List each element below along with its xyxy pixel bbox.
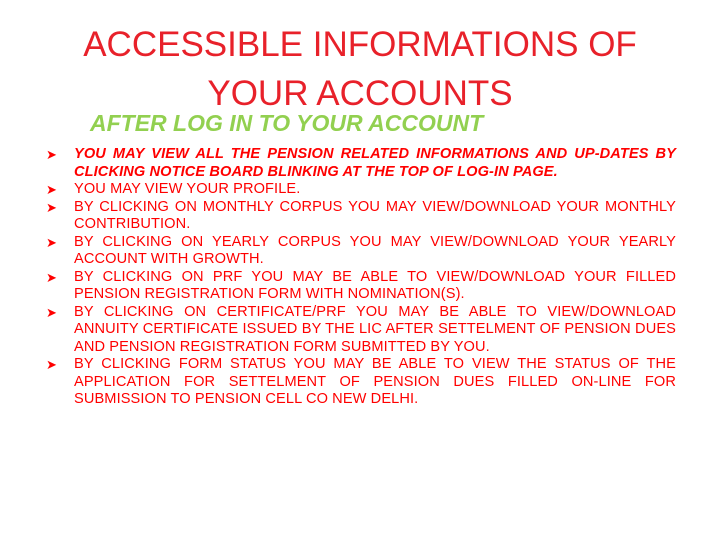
- bullet-item: [46, 199, 676, 234]
- bullet-item: [46, 181, 676, 199]
- bullet-text: YOU MAY VIEW ALL THE PENSION RELATED INFORMATIONS AND UP-DATES BY CLICKING NOTICE BOARD BLINKING AT THE TOP OF LOG-IN PAGE.: [74, 146, 676, 180]
- slide-subtitle: AFTER LOG IN TO YOUR ACCOUNT: [90, 110, 484, 136]
- bullet-text: BY CLICKING ON YEARLY CORPUS YOU MAY VIEW/DOWNLOAD YOUR YEARLY ACCOUNT WITH GROWTH.: [74, 233, 676, 267]
- bullet-item: [46, 269, 676, 304]
- slide-title: ACCESSIBLE INFORMATIONS OF YOUR ACCOUNTS: [83, 25, 637, 113]
- bullet-item: [46, 356, 676, 409]
- bullet-list: [46, 146, 676, 409]
- arrow-bullet-icon: ➤: [46, 147, 57, 162]
- bullet-text: BY CLICKING ON PRF YOU MAY BE ABLE TO VIEW/DOWNLOAD YOUR FILLED PENSION REGISTRATION FORM WITH NOMINATION(S).: [74, 268, 676, 302]
- bullet-text: BY CLICKING ON MONTHLY CORPUS YOU MAY VIEW/DOWNLOAD YOUR MONTHLY CONTRIBUTION.: [74, 198, 676, 232]
- bullet-item: [46, 304, 676, 357]
- arrow-bullet-icon: ➤: [46, 199, 57, 215]
- arrow-bullet-icon: ➤: [46, 304, 57, 320]
- arrow-bullet-icon: ➤: [46, 182, 57, 197]
- bullet-text: BY CLICKING FORM STATUS YOU MAY BE ABLE TO VIEW THE STATUS OF THE APPLICATION FOR SETTELMENT OF PENSION DUES FILLED ON-LINE FOR SUBMISSION TO PENSION CELL CO NEW DELHI.: [74, 356, 676, 407]
- arrow-bullet-icon: ➤: [46, 234, 57, 250]
- bullet-item: [46, 146, 676, 181]
- bullet-text: YOU MAY VIEW YOUR PROFILE.: [74, 181, 301, 197]
- arrow-bullet-icon: ➤: [46, 269, 57, 285]
- bullet-item: [46, 234, 676, 269]
- bullet-text: BY CLICKING ON CERTIFICATE/PRF YOU MAY BE ABLE TO VIEW/DOWNLOAD ANNUITY CERTIFICATE ISSUED BY THE LIC AFTER SETTELMENT OF PENSION DUES AND PENSION REGISTRATION FORM SUBMITTED BY YOU.: [74, 303, 676, 355]
- arrow-bullet-icon: ➤: [46, 357, 57, 372]
